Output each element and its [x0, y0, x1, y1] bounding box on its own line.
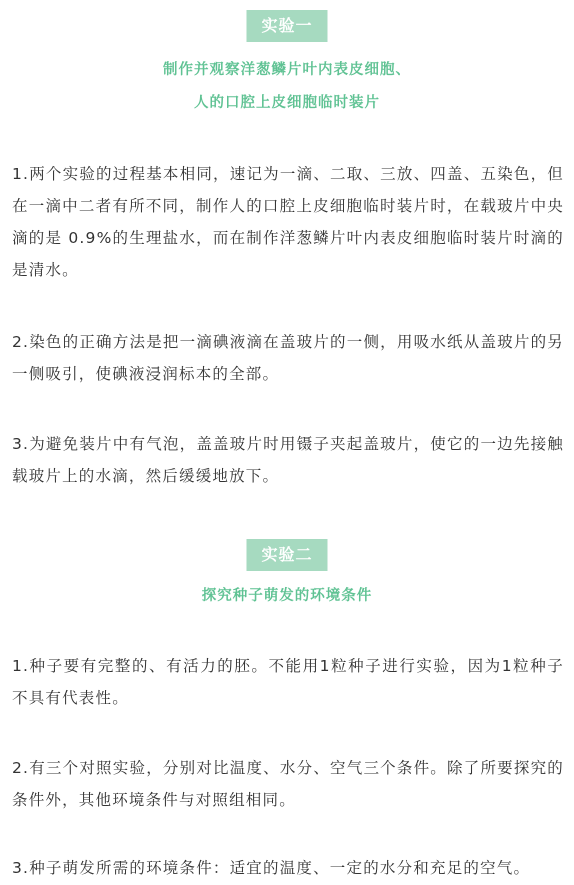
experiment-1-title-line-2: 人的口腔上皮细胞临时装片 [194, 95, 380, 111]
experiment-2-point-2: 2.有三个对照实验，分别对比温度、水分、空气三个条件。除了所要探究的条件外，其他环境条件与对照组相同。 [12, 759, 564, 809]
experiment-1-badge: 实验一 [246, 10, 327, 42]
experiment-2-badge: 实验二 [246, 539, 327, 571]
experiment-1-point-3: 3.为避免装片中有气泡，盖盖玻片时用镊子夹起盖玻片，使它的一边先接触载玻片上的水滴，然后缓缓地放下。 [12, 435, 564, 485]
experiment-2-point-3: 3.种子萌发所需的环境条件：适宜的温度、一定的水分和充足的空气。 [12, 859, 531, 877]
experiment-1-title-line-1: 制作并观察洋葱鳞片叶内表皮细胞、 [163, 62, 411, 78]
experiment-1-point-2: 2.染色的正确方法是把一滴碘液滴在盖玻片的一侧，用吸水纸从盖玻片的另一侧吸引，使碘液浸润标本的全部。 [12, 333, 564, 383]
experiment-2-point-1: 1.种子要有完整的、有活力的胚。不能用1粒种子进行实验，因为1粒种子不具有代表性。 [12, 657, 564, 707]
experiment-1-point-1: 1.两个实验的过程基本相同，速记为一滴、二取、三放、四盖、五染色，但在一滴中二者有所不同，制作人的口腔上皮细胞临时装片时，在载玻片中央滴的是 0.9%的生理盐水，而在制作洋葱鳞片叶内表皮细胞临时装片时滴的是清水。 [12, 165, 564, 279]
experiment-2-title: 探究种子萌发的环境条件 [201, 588, 373, 604]
